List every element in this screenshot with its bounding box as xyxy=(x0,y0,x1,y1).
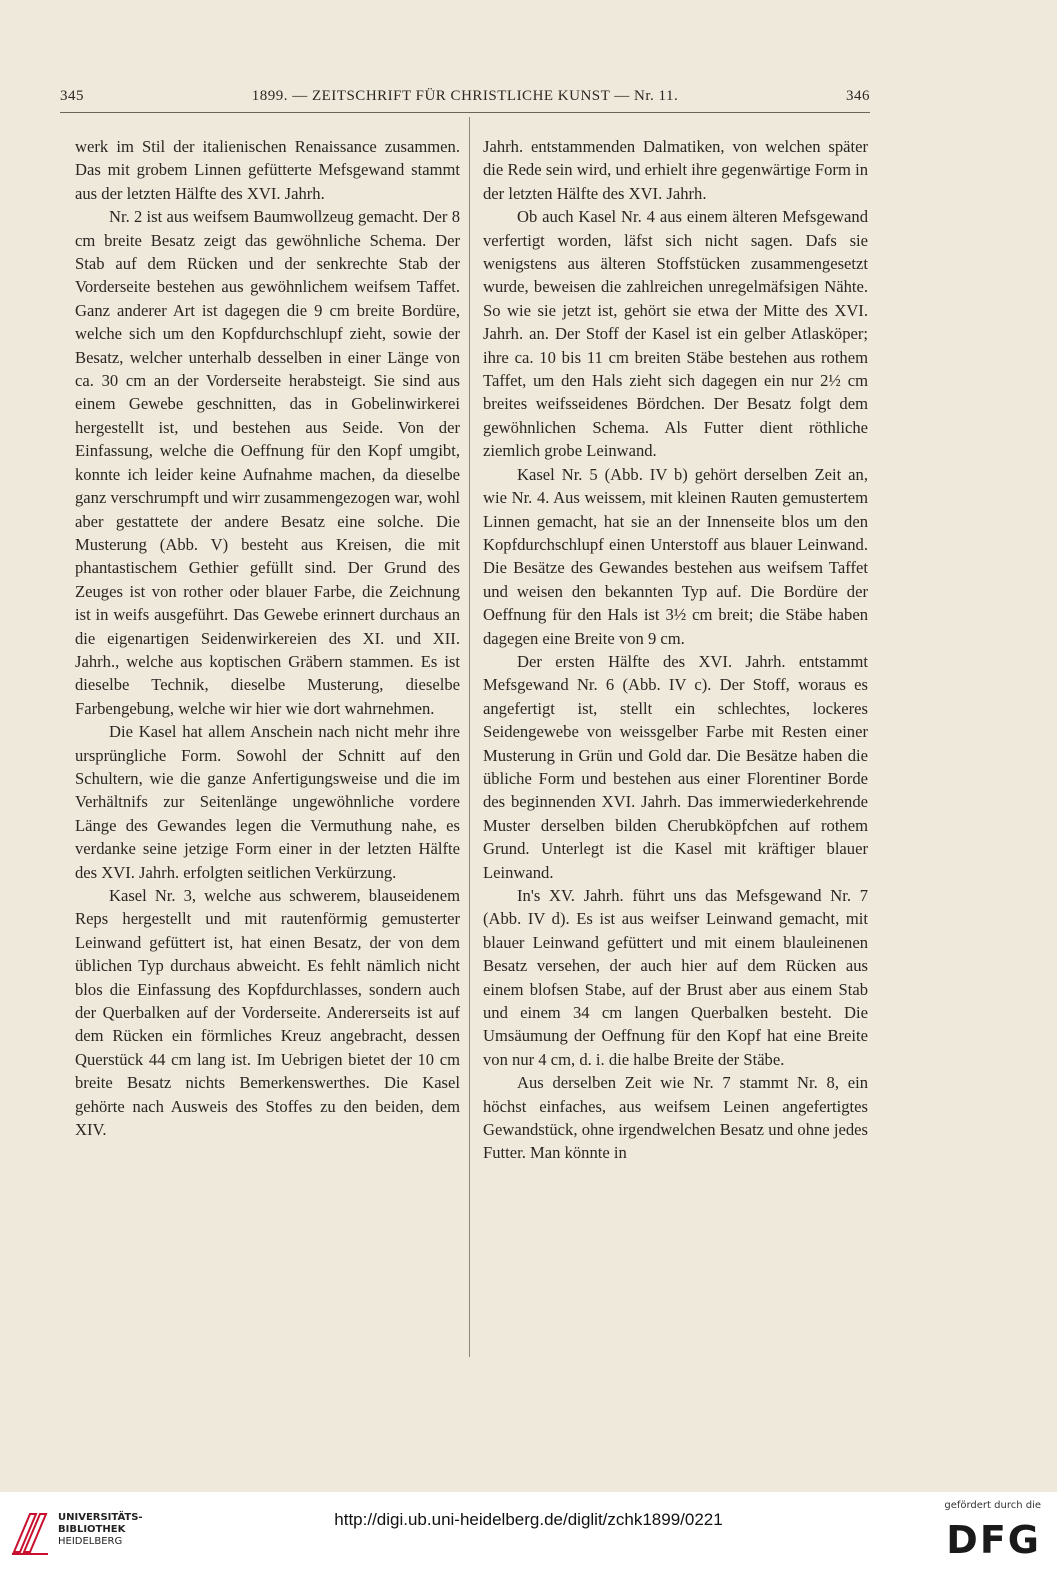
paragraph: Aus derselben Zeit wie Nr. 7 stammt Nr. 8, ein höchst einfaches, aus weifsem Leinen angefertigtes Gewandstück, ohne irgendwelchen Besatz und ohne jedes Futter. Man könnte in xyxy=(483,1073,868,1163)
permalink-url[interactable]: http://digi.ub.uni-heidelberg.de/diglit/zchk1899/0221 xyxy=(334,1510,723,1529)
page-number-left: 345 xyxy=(60,88,84,104)
paragraph: Jahrh. entstammenden Dalmatiken, von welchen später die Rede sein wird, und erhielt ihre gegenwärtige Form in der letzten Hälfte des XVI. Jahrh. xyxy=(483,137,868,203)
page-number-right: 346 xyxy=(846,88,870,104)
paragraph: In's XV. Jahrh. führt uns das Mefsgewand Nr. 7 (Abb. IV d). Es ist aus weifser Leinwand gemacht, mit blauer Leinwand gefüttert und mit einem blauleinenen Besatz versehen, der auch hier auf dem Rücken aus einem blofsen Stabe, auf der Brust aber aus einem Stab und einem 34 cm langen Querbalken besteht. Die Umsäumung der Oeffnung für den Kopf hat eine Breite von nur 4 cm, d. i. die halbe Breite der Stäbe. xyxy=(483,886,868,1069)
paragraph: Kasel Nr. 5 (Abb. IV b) gehört derselben Zeit an, wie Nr. 4. Aus weissem, mit kleinen Rauten gemustertem Linnen gemacht, hat sie an der Innenseite blos um den Kopfdurchschlupf einen Unterstoff aus blauer Leinwand. Die Besätze des Gewandes bestehen aus weifsem Taffet und weisen den bekannten Typ auf. Die Bordüre der Oeffnung für den Hals ist 3½ cm breit; die Stäbe haben dagegen eine Breite von 9 cm. xyxy=(483,464,868,648)
paragraph: werk im Stil der italienischen Renaissance zusammen. Das mit grobem Linnen gefütterte Mefsgewand stammt aus der letzten Hälfte des XVI. Jahrh. xyxy=(75,137,460,203)
right-column xyxy=(483,135,868,1165)
running-header xyxy=(60,88,870,112)
column-divider xyxy=(469,117,470,1357)
library-name: UNIVERSITÄTS- BIBLIOTHEK HEIDELBERG xyxy=(58,1512,143,1547)
paragraph: Kasel Nr. 3, welche aus schwerem, blauseidenem Reps hergestellt und mit rautenförmig gemusterter Leinwand gefüttert ist, hat einen Besatz, der von dem üblichen Typ durchaus abweicht. Es fehlt nämlich nicht blos die Einfassung des Kopfdurchlasses, sondern auch der Querbalken auf der Vorderseite. Andererseits ist auf dem Rücken ein förmliches Kreuz angebracht, dessen Querstück 44 cm lang ist. Im Uebrigen bietet der 10 cm breite Besatz nichts Bemerkenswerthes. Die Kasel gehörte nach Ausweis des Stoffes zu den beiden, dem XIV. xyxy=(75,886,460,1140)
paragraph: Die Kasel hat allem Anschein nach nicht mehr ihre ursprüngliche Form. Sowohl der Schnitt auf den Schultern, wie die ganze Anfertigungsweise und die im Verhältnifs zur Seitenlänge ungewöhnliche vordere Länge des Gewandes legen die Vermuthung nahe, es verdanke seine jetzige Form einer in der letzten Hälfte des XVI. Jahrh. erfolgten seitlichen Verkürzung. xyxy=(75,722,460,882)
paragraph: Ob auch Kasel Nr. 4 aus einem älteren Mefsgewand verfertigt worden, läfst sich nicht sagen. Dafs sie wenigstens aus älteren Stoffstücken zusammengesetzt wurde, beweisen die zahlreichen unregelmäfsigen Nähte. So wie sie jetzt ist, gehört sie etwa der Mitte des XVI. Jahrh. an. Der Stoff der Kasel ist ein gelber Atlasköper; ihre ca. 10 bis 11 cm breiten Stäbe bestehen aus rothem Taffet, um den Hals zieht sich dagegen ein nur 2½ cm breites weifsseidenes Bördchen. Der Besatz folgt dem gewöhnlichen Schema. Als Futter dient röthliche ziemlich grobe Leinwand. xyxy=(483,207,868,461)
paragraph: Nr. 2 ist aus weifsem Baumwollzeug gemacht. Der 8 cm breite Besatz zeigt das gewöhnliche Schema. Der Stab auf dem Rücken und der senkrechte Stab der Vorderseite bestehen aus gewöhnlichem weifsem Taffet. Ganz anderer Art ist dagegen die 9 cm breite Bordüre, welche sich um den Kopfdurchschlupf zieht, sowie der Besatz, welcher unterhalb desselben in einer Länge von ca. 30 cm an der Vorderseite herabsteigt. Sie sind aus einem Gewebe geschnitten, das in Gobelinwirkerei hergestellt ist, und bestehen aus Seide. Von der Einfassung, welche die Oeffnung für den Kopf umgibt, konnte ich leider keine Aufnahme machen, da dieselbe ganz verschrumpft und wirr zusammengezogen war, wohl aber gestattete der andere Besatz eine solche. Die Musterung (Abb. V) besteht aus Kreisen, die mit phantastischem Gethier gefüllt sind. Der Grund des Zeuges ist von rother oder blauer Farbe, die Zeichnung ist in weifs ausgeführt. Das Gewebe erinnert durchaus an die eigenartigen Seidenwirkereien des XI. und XII. Jahrh., welche aus koptischen Gräbern stammen. Es ist dieselbe Technik, dieselbe Musterung, dieselbe Farbengebung, welche wir hier wie dort wahrnehmen. xyxy=(75,207,461,718)
journal-title: 1899. — ZEITSCHRIFT FÜR CHRISTLICHE KUNST — Nr. 11. xyxy=(251,88,679,104)
funded-by-label: gefördert durch die xyxy=(944,1500,1041,1511)
header-rule xyxy=(60,112,870,113)
digitization-footer xyxy=(0,1492,1057,1572)
paragraph: Der ersten Hälfte des XVI. Jahrh. entstammt Mefsgewand Nr. 6 (Abb. IV c). Der Stoff, woraus es angefertigt ist, stellt ein schlechtes, lockeres Seidengewebe von weissgelber Farbe mit Resten einer Musterung in Grün und Gold dar. Die Besätze haben die übliche Form und bestehen aus einer Florentiner Borde des beginnenden XVI. Jahrh. Das immerwiederkehrende Muster derselben bilden Cherubköpfchen auf rothem Grund. Unterlegt ist die Kasel mit kräftiger blauer Leinwand. xyxy=(483,651,868,882)
dfg-logo: DFG xyxy=(946,1518,1041,1562)
left-column xyxy=(75,135,460,1141)
